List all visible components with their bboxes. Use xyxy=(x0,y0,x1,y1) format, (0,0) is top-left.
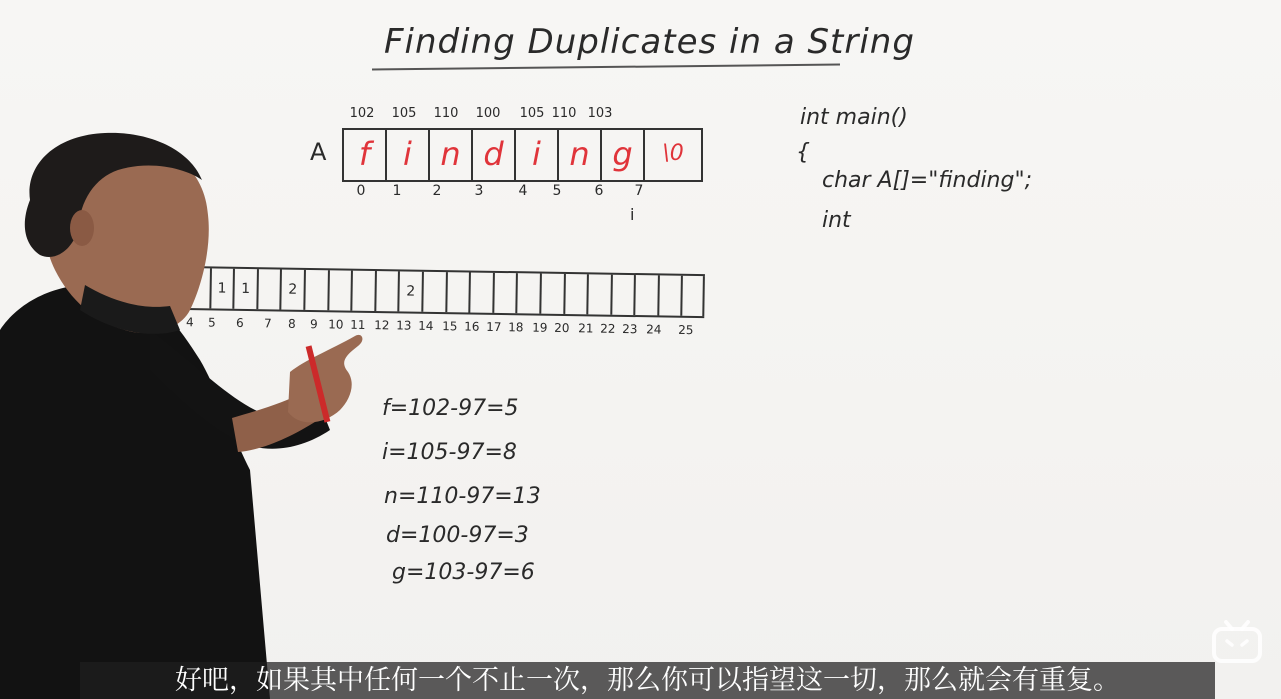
array-index: 2 xyxy=(432,183,442,199)
array-cell: n xyxy=(430,130,473,180)
pointer-label: i xyxy=(630,205,635,224)
calc-line: i=105-97=8 xyxy=(382,440,517,465)
hash-index: 5 xyxy=(207,315,216,330)
hash-index: 14 xyxy=(418,318,434,334)
array-cell: i xyxy=(387,130,430,180)
hash-index: 6 xyxy=(235,315,244,331)
calc-line: n=110-97=13 xyxy=(384,484,541,509)
ascii-values xyxy=(342,106,682,126)
calc-line: f=102-97=5 xyxy=(382,396,519,421)
hash-index: 9 xyxy=(309,317,318,332)
hash-cell: 2 xyxy=(280,269,304,309)
ascii-value: 105 xyxy=(391,106,417,121)
hash-cell xyxy=(610,275,634,315)
hash-index: 10 xyxy=(328,317,344,332)
board-title: Finding Duplicates in a String xyxy=(384,22,915,62)
array-index: 3 xyxy=(474,183,484,199)
hash-cell xyxy=(468,272,492,312)
calc-line: g=103-97=6 xyxy=(392,560,535,585)
code-line-1: int main() xyxy=(800,105,908,130)
array-indices xyxy=(342,183,662,203)
ascii-value: 105 xyxy=(519,106,545,121)
hash-index: 8 xyxy=(287,316,296,331)
hash-cell xyxy=(681,276,705,316)
calc-line: d=100-97=3 xyxy=(386,523,529,548)
hash-index: 24 xyxy=(646,322,662,337)
array-index: 1 xyxy=(392,183,402,199)
array-cell: n xyxy=(559,130,602,180)
subtitle-caption: 好吧，如果其中任何一个不止一次，那么你可以指望这一切，那么就会有重复。 xyxy=(80,662,1215,699)
hash-cell xyxy=(586,274,610,314)
hash-index: 23 xyxy=(622,321,638,337)
hash-index: 21 xyxy=(578,321,594,336)
hash-index: 19 xyxy=(532,320,548,335)
array-cell: d xyxy=(473,130,516,180)
ascii-value: 100 xyxy=(475,106,501,121)
array-label: A xyxy=(310,138,327,166)
hash-cell xyxy=(516,273,540,313)
ascii-value: 110 xyxy=(433,106,459,121)
ascii-value: 103 xyxy=(587,106,613,121)
hash-cell xyxy=(563,274,587,314)
hash-index: 16 xyxy=(464,319,480,334)
hash-index: 15 xyxy=(442,319,458,334)
hash-index: 17 xyxy=(486,319,502,335)
code-line-2: { xyxy=(796,140,810,165)
array-cell: i xyxy=(516,130,559,180)
hash-cell xyxy=(634,275,658,315)
presenter xyxy=(0,0,380,699)
hash-cell xyxy=(539,274,563,314)
hash-index: 11 xyxy=(350,317,366,332)
array-index: 4 xyxy=(518,183,528,199)
array-index: 6 xyxy=(594,183,604,199)
hash-cell xyxy=(421,272,445,312)
hash-index: 25 xyxy=(678,322,694,338)
code-line-3: char A[]="finding"; xyxy=(822,168,1032,193)
array-index: 7 xyxy=(634,183,644,199)
hash-index: 7 xyxy=(263,316,272,331)
hash-index: 13 xyxy=(396,318,412,333)
array-cell: \0 xyxy=(662,141,684,166)
title-underline xyxy=(372,64,840,71)
hash-cell xyxy=(445,272,469,312)
code-line-4: int xyxy=(822,208,851,233)
hash-index: 18 xyxy=(508,320,524,335)
array-index: 0 xyxy=(356,183,366,199)
hash-index: 4 xyxy=(185,315,194,330)
array-cell: f xyxy=(344,130,387,180)
hash-cell xyxy=(492,273,516,313)
hash-index: 12 xyxy=(374,318,390,333)
hash-cell xyxy=(657,275,681,315)
hash-index: 20 xyxy=(554,320,570,336)
hash-cell: 2 xyxy=(398,271,422,311)
array-index: 5 xyxy=(552,183,562,199)
hash-cell: 1 xyxy=(233,269,257,309)
hash-index: 22 xyxy=(600,321,616,336)
string-array xyxy=(342,128,703,182)
ascii-value: 110 xyxy=(551,106,577,121)
array-cell: g xyxy=(602,130,645,180)
hash-cell: 1 xyxy=(209,268,233,308)
ascii-value: 102 xyxy=(349,106,375,121)
tv-watermark-icon xyxy=(1211,620,1263,664)
